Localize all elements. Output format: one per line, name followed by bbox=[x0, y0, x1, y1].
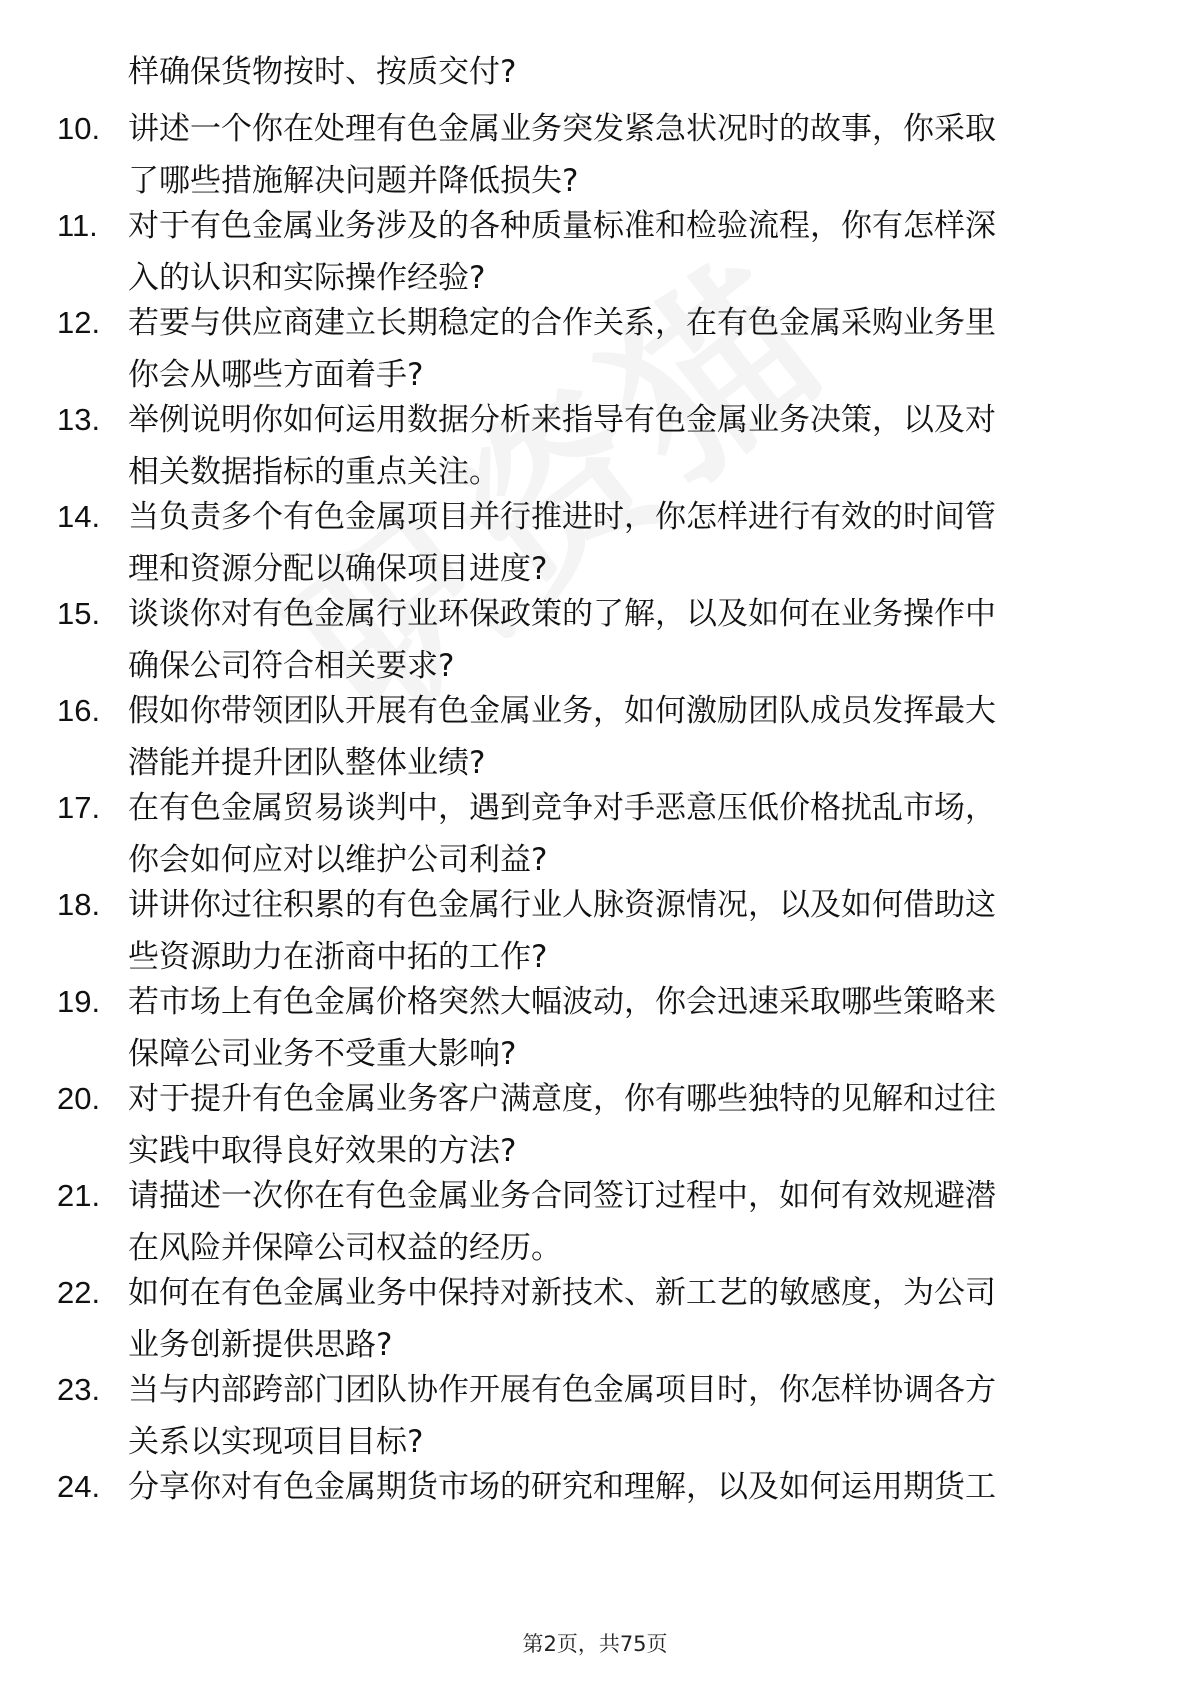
question-line: 你会从哪些方面着手? bbox=[128, 357, 424, 393]
question-line: 确保公司符合相关要求? bbox=[128, 648, 455, 684]
question-line: 讲述一个你在处理有色金属业务突发紧急状况时的故事，你采取 bbox=[128, 111, 996, 147]
question-number: 14. bbox=[57, 499, 101, 534]
question-line: 分享你对有色金属期货市场的研究和理解，以及如何运用期货工 bbox=[128, 1469, 996, 1505]
question-text bbox=[128, 1170, 1128, 1274]
question-text bbox=[128, 1461, 1128, 1513]
question-line: 业务创新提供思路? bbox=[128, 1327, 393, 1363]
question-number: 18. bbox=[57, 887, 101, 922]
question-line: 实践中取得良好效果的方法? bbox=[128, 1133, 517, 1169]
question-number: 13. bbox=[57, 402, 101, 437]
question-item bbox=[0, 491, 1190, 588]
question-number: 19. bbox=[57, 984, 101, 1019]
page-footer: 第2页，共75页 bbox=[522, 1632, 668, 1656]
question-number: 15. bbox=[57, 596, 101, 631]
question-line: 关系以实现项目目标? bbox=[128, 1424, 424, 1460]
question-text bbox=[128, 394, 1128, 498]
question-line: 请描述一次你在有色金属业务合同签订过程中，如何有效规避潜 bbox=[128, 1178, 996, 1214]
question-item bbox=[0, 1073, 1190, 1170]
question-line: 当与内部跨部门团队协作开展有色金属项目时，你怎样协调各方 bbox=[128, 1372, 996, 1408]
question-item bbox=[0, 297, 1190, 394]
question-number: 11. bbox=[57, 208, 98, 243]
question-line: 对于有色金属业务涉及的各种质量标准和检验流程，你有怎样深 bbox=[128, 208, 996, 244]
question-line: 如何在有色金属业务中保持对新技术、新工艺的敏感度，为公司 bbox=[128, 1275, 996, 1311]
question-line: 讲讲你过往积累的有色金属行业人脉资源情况，以及如何借助这 bbox=[128, 887, 996, 923]
question-line: 对于提升有色金属业务客户满意度，你有哪些独特的见解和过往 bbox=[128, 1081, 996, 1117]
question-number: 23. bbox=[57, 1372, 101, 1407]
question-line: 若要与供应商建立长期稳定的合作关系，在有色金属采购业务里 bbox=[128, 305, 996, 341]
question-line: 理和资源分配以确保项目进度? bbox=[128, 551, 548, 587]
question-number: 10. bbox=[57, 111, 101, 146]
question-number: 24. bbox=[57, 1469, 101, 1504]
question-line: 潜能并提升团队整体业绩? bbox=[128, 745, 486, 781]
question-number: 16. bbox=[57, 693, 101, 728]
question-line: 保障公司业务不受重大影响? bbox=[128, 1036, 517, 1072]
question-item bbox=[0, 200, 1190, 297]
question-line: 假如你带领团队开展有色金属业务，如何激励团队成员发挥最大 bbox=[128, 693, 996, 729]
question-line: 举例说明你如何运用数据分析来指导有色金属业务决策，以及对 bbox=[128, 402, 996, 438]
question-item bbox=[0, 588, 1190, 685]
question-text bbox=[128, 1073, 1128, 1177]
question-item bbox=[0, 1267, 1190, 1364]
question-text bbox=[128, 879, 1128, 983]
question-item bbox=[0, 685, 1190, 782]
question-line: 了哪些措施解决问题并降低损失? bbox=[128, 163, 579, 199]
question-text bbox=[128, 297, 1128, 401]
question-line: 若市场上有色金属价格突然大幅波动，你会迅速采取哪些策略来 bbox=[128, 984, 996, 1020]
question-number: 21. bbox=[57, 1178, 101, 1213]
question-text bbox=[128, 200, 1128, 304]
question-item bbox=[0, 1461, 1190, 1558]
question-item bbox=[0, 1170, 1190, 1267]
question-number: 20. bbox=[57, 1081, 101, 1116]
question-item bbox=[0, 782, 1190, 879]
question-text bbox=[128, 1364, 1128, 1468]
question-line: 当负责多个有色金属项目并行推进时，你怎样进行有效的时间管 bbox=[128, 499, 996, 535]
question-line: 在有色金属贸易谈判中，遇到竞争对手恶意压低价格扰乱市场， bbox=[128, 790, 996, 826]
question-line: 相关数据指标的重点关注。 bbox=[128, 454, 500, 490]
question-text bbox=[128, 685, 1128, 789]
question-number: 22. bbox=[57, 1275, 101, 1310]
question-item bbox=[0, 1364, 1190, 1461]
question-item bbox=[0, 103, 1190, 200]
question-line: 谈谈你对有色金属行业环保政策的了解，以及如何在业务操作中 bbox=[128, 596, 996, 632]
question-text bbox=[128, 782, 1128, 886]
question-text bbox=[128, 491, 1128, 595]
question-item bbox=[0, 394, 1190, 491]
question-line: 些资源助力在浙商中拓的工作? bbox=[128, 939, 548, 975]
question-item bbox=[0, 976, 1190, 1073]
question-line: 你会如何应对以维护公司利益? bbox=[128, 842, 548, 878]
question-list bbox=[0, 103, 1190, 1558]
question-number: 12. bbox=[57, 305, 101, 340]
question-line: 入的认识和实际操作经验? bbox=[128, 260, 486, 296]
question-text bbox=[128, 976, 1128, 1080]
question-text bbox=[128, 588, 1128, 692]
continuation-line: 样确保货物按时、按质交付? bbox=[128, 54, 517, 90]
question-text bbox=[128, 103, 1128, 207]
question-item bbox=[0, 879, 1190, 976]
question-line: 在风险并保障公司权益的经历。 bbox=[128, 1230, 562, 1266]
question-text bbox=[128, 1267, 1128, 1371]
question-number: 17. bbox=[57, 790, 101, 825]
